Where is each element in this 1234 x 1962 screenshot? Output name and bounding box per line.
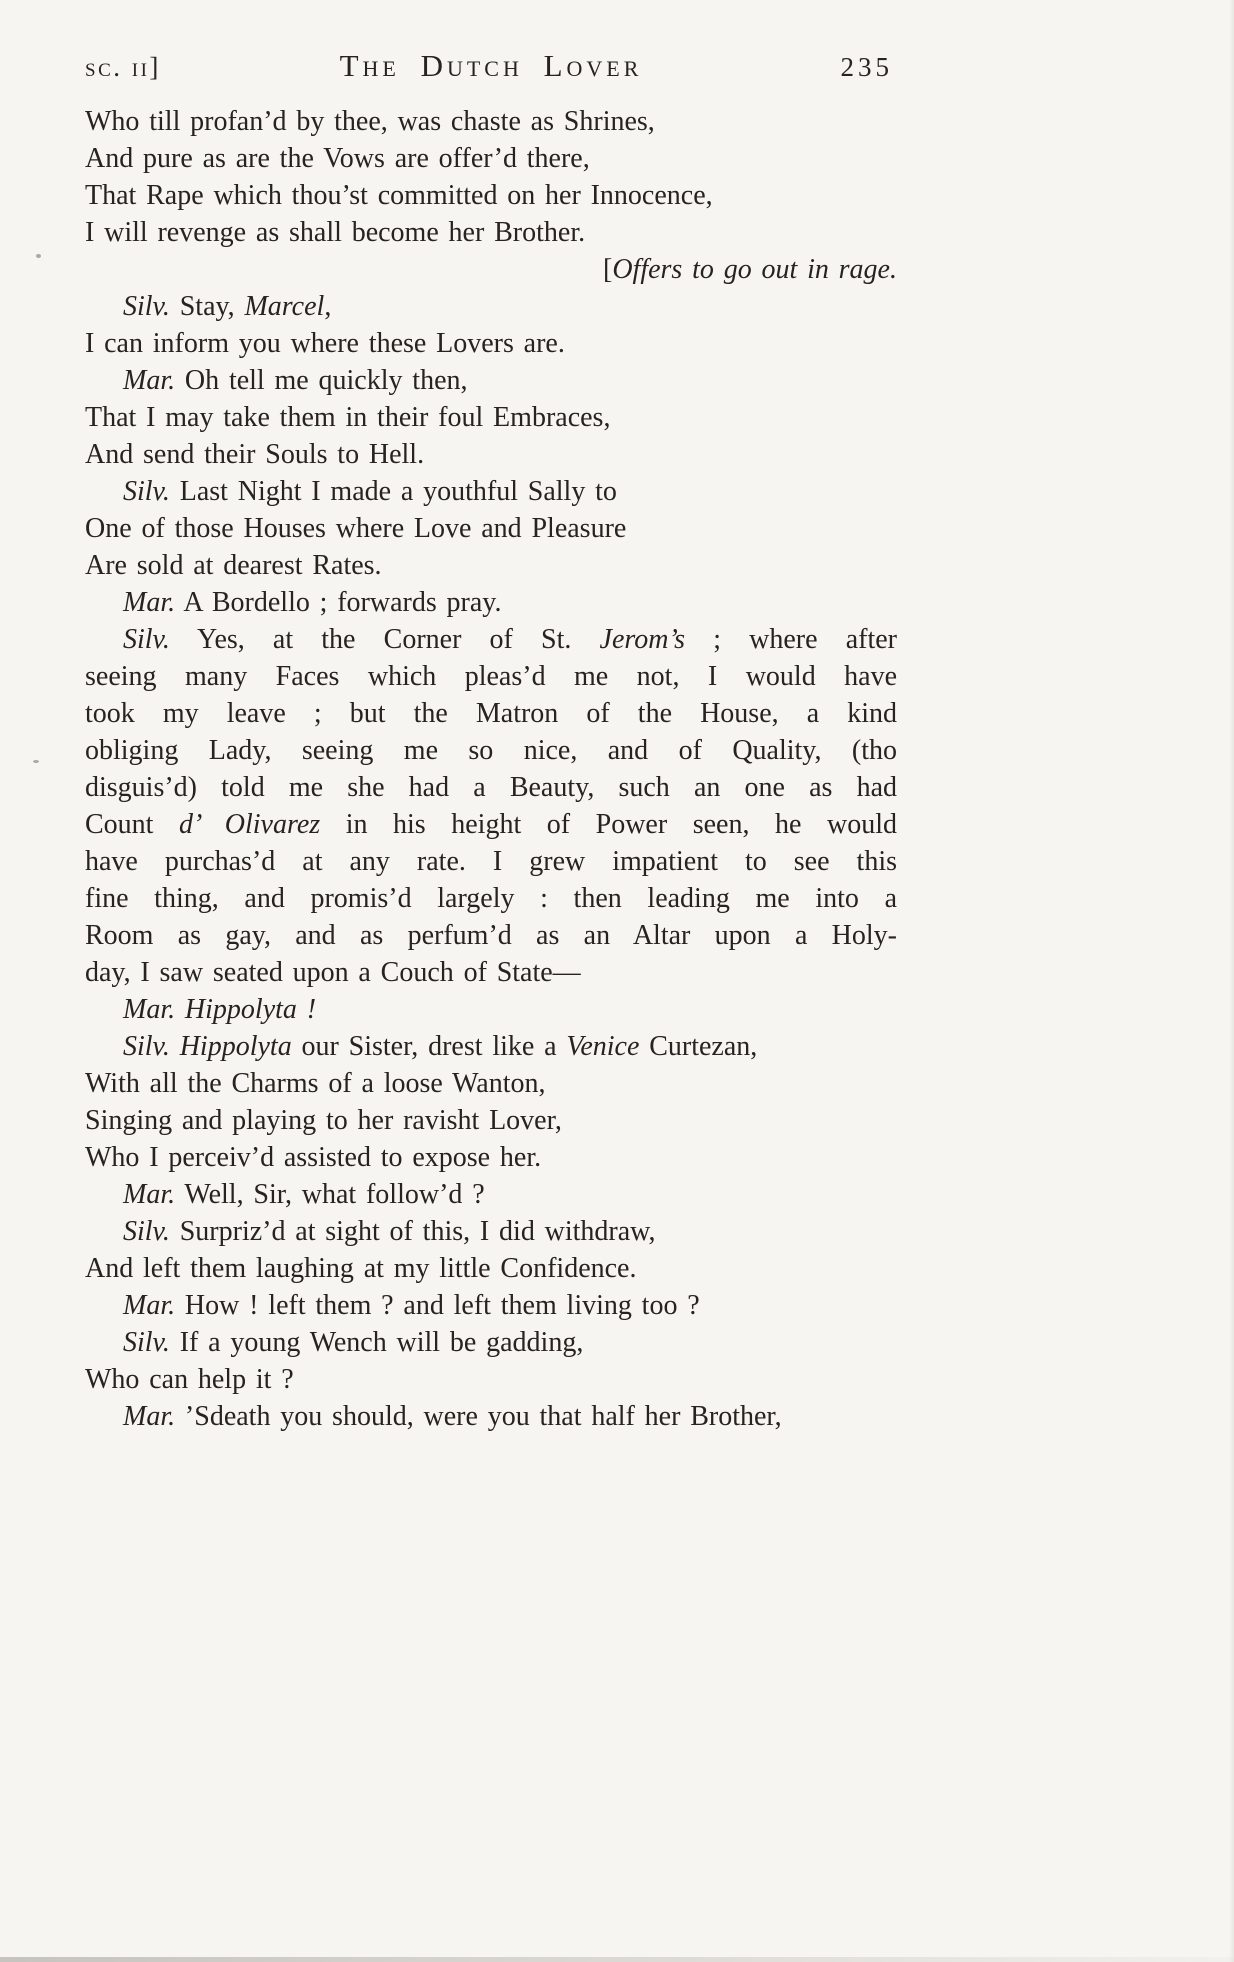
text-segment: disguis’d) told me she had a Beauty, such an one as had [85,772,897,803]
italic-text-segment: Silv. [123,624,170,655]
text-line [85,1398,897,1435]
text-line [85,1139,897,1176]
text-segment: A Bordello ; forwards pray. [175,587,502,618]
text-segment: in his height of Power seen, he would [320,809,897,840]
text-segment: fine thing, and promis’d largely : then leading me into a [85,883,897,914]
text-segment: , [324,291,332,322]
text-line [85,288,897,325]
text-line [85,695,897,732]
text-segment: obliging Lady, seeing me so nice, and of Quality, (tho [85,735,897,766]
text-segment: ’Sdeath you should, were you that half her Brother, [175,1401,782,1432]
text-segment: seeing many Faces which pleas’d me not, I would have [85,661,897,692]
italic-text-segment: Marcel [244,291,325,322]
page-number: 235 [840,52,893,82]
text-segment: If a young Wench will be gadding, [169,1327,584,1358]
text-line [85,1102,897,1139]
text-line [85,584,897,621]
text-segment: day, I saw seated upon a Couch of State— [85,957,581,988]
text-segment: With all the Charms of a loose Wanton, [85,1068,546,1099]
text-segment: And send their Souls to Hell. [85,439,425,470]
text-line [85,510,897,547]
text-segment: Are sold at dearest Rates. [85,550,382,581]
text-line [85,769,897,806]
text-line [85,251,897,288]
text-line [85,436,897,473]
text-segment: Yes, at the Corner of St. [169,624,600,655]
text-segment: Who I perceiv’d assisted to expose her. [85,1142,542,1173]
page-title: The Dutch Lover [339,48,643,83]
text-segment: [ [603,254,613,285]
text-segment: ; where after [685,624,897,655]
italic-text-segment: Silv. [123,476,170,507]
text-line [85,1028,897,1065]
text-line [85,362,897,399]
text-segment: Room as gay, and as perfum’d as an Altar upon a Holy- [85,920,897,951]
italic-text-segment: Mar. [123,1290,176,1321]
text-segment: Count [85,809,179,840]
scan-bottom-edge [0,1957,1234,1962]
italic-text-segment: Silv. [123,1216,170,1247]
italic-text-segment: Mar. [123,1401,176,1432]
text-line [85,843,897,880]
text-line [85,399,897,436]
italic-text-segment: Silv. [123,1327,170,1358]
text-segment: Singing and playing to her ravisht Lover, [85,1105,562,1136]
text-segment: Who till profan’d by thee, was chaste as Shrines, [85,106,655,137]
scan-right-edge [1229,0,1234,1962]
italic-text-segment: Jerom’s [599,624,686,655]
text-line [85,103,897,140]
text-line [85,473,897,510]
text-segment: One of those Houses where Love and Pleasure [85,513,627,544]
text-segment: That Rape which thou’st committed on her Innocence, [85,180,713,211]
text-line [85,177,897,214]
running-header [85,50,897,96]
text-segment: took my leave ; but the Matron of the House, a kind [85,698,897,729]
text-segment: That I may take them in their foul Embraces, [85,402,611,433]
text-segment: Surpriz’d at sight of this, I did withdraw, [169,1216,656,1247]
scan-speck [33,760,39,763]
text-line [85,325,897,362]
text-line [85,1176,897,1213]
italic-text-segment: Offers to go out in rage. [612,254,897,285]
text-line [85,621,897,658]
text-segment: Stay, [169,291,245,322]
text-segment: I can inform you where these Lovers are. [85,328,565,359]
text-line [85,1250,897,1287]
italic-text-segment: Silv. Hippolyta [123,1031,292,1062]
text-line [85,140,897,177]
text-line [85,1213,897,1250]
text-segment: Last Night I made a youthful Sally to [169,476,617,507]
text-line [85,214,897,251]
text-line [85,658,897,695]
italic-text-segment: Mar. [123,587,176,618]
text-line [85,954,897,991]
text-line [85,1287,897,1324]
text-line [85,1324,897,1361]
italic-text-segment: Mar. Hippolyta ! [123,994,317,1025]
text-segment: Who can help it ? [85,1364,294,1395]
italic-text-segment: Mar. [123,365,176,396]
scene-label: sc. ii] [85,52,161,82]
text-segment: I will revenge as shall become her Brother. [85,217,586,248]
text-segment: How ! left them ? and left them living too ? [175,1290,700,1321]
text-line [85,917,897,954]
text-segment: have purchas’d at any rate. I grew impatient to see this [85,846,897,877]
text-segment: our Sister, drest like a [291,1031,567,1062]
text-line [85,732,897,769]
text-segment: And left them laughing at my little Confidence. [85,1253,637,1284]
text-segment: And pure as are the Vows are offer’d there, [85,143,590,174]
text-segment: Oh tell me quickly then, [175,365,468,396]
text-line [85,806,897,843]
italic-text-segment: d’ Olivarez [179,809,321,840]
text-line [85,880,897,917]
scan-speck [36,254,41,258]
italic-text-segment: Mar. [123,1179,176,1210]
text-block [85,103,897,1435]
italic-text-segment: Venice [566,1031,640,1062]
text-segment: Curtezan, [639,1031,758,1062]
text-block-wrapper [85,50,897,1435]
text-line [85,1065,897,1102]
text-line [85,1361,897,1398]
text-line [85,547,897,584]
italic-text-segment: Silv. [123,291,170,322]
text-line [85,991,897,1028]
text-segment: Well, Sir, what follow’d ? [175,1179,485,1210]
